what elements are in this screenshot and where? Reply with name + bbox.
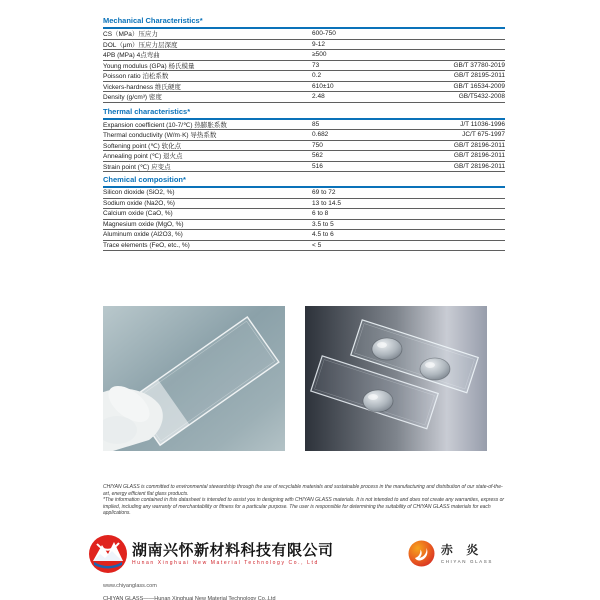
page-content [103, 16, 505, 600]
table-row [103, 120, 505, 131]
cell-value: 4.5 to 6 [312, 231, 334, 239]
footer-links [103, 583, 505, 600]
company-name-cn: 湖南兴怀新材料科技有限公司 [132, 541, 334, 559]
cell-label: Density (g/cm³) 密度 [103, 94, 162, 102]
cell-standard: GB/T 37780-2019 [453, 61, 505, 69]
table-row [103, 151, 505, 162]
cell-standard: GB/T 28196-2011 [453, 141, 505, 149]
cell-value: 0.2 [312, 72, 322, 80]
table-row [103, 82, 505, 93]
disclaimer-paragraph-2: *The information contained in this datasheet is intended to assist you in designing with CHIYAN GLASS materials. It is not intended to and does not create any warranties, express or implied, including any warranty of merchantability or fitness for a particular purpose. The user is responsible for determining the suitability of CHIYAN GLASS materials for each applications. [103, 497, 505, 517]
cell-label: CS（MPa）压应力 [103, 31, 158, 39]
disclaimer-paragraph-1: CHIYAN GLASS is committed to environmental stewardship through the use of recyclable materials and sustainable process in the manufacturing and distribution of our state-of-the-art, energy efficient flat glass products. [103, 484, 503, 497]
cell-label: 4PB (MPa) 4点弯曲 [103, 52, 160, 60]
cell-label: Young modulus (GPa) 杨氏模量 [103, 62, 195, 70]
cell-value: 13 to 14.5 [312, 199, 341, 207]
table-chemical [103, 186, 505, 251]
section-title-thermal: Thermal characteristics* [103, 106, 191, 116]
cell-label: Vickers-hardness 维氏硬度 [103, 83, 181, 91]
cell-value: 516 [312, 162, 323, 170]
product-photos [103, 306, 505, 451]
cell-value: 750 [312, 141, 323, 149]
cell-label: Softening point (℃) 软化点 [103, 142, 182, 150]
cell-value: 610±10 [312, 82, 334, 90]
cell-label: Magnesium oxide (MgO, %) [103, 220, 184, 228]
company-name-en: Hunan Xinghuai New Material Technology Co., Ltd [132, 559, 319, 566]
glass-slide-hand-image [103, 306, 285, 451]
cell-value: 69 to 72 [312, 189, 336, 197]
table-row [103, 92, 505, 103]
cell-label: Annealing point (℃) 退火点 [103, 153, 183, 161]
table-row [103, 40, 505, 51]
cell-value: ≥500 [312, 51, 327, 59]
website-link[interactable]: www.chiyanglass.com [103, 582, 157, 589]
slides-droplets-image [305, 306, 487, 451]
cell-value: 73 [312, 61, 320, 69]
section-mechanical [103, 16, 505, 103]
cell-label: Strain point (℃) 应变点 [103, 163, 171, 171]
section-title-chemical: Chemical composition* [103, 175, 186, 184]
table-row [103, 188, 505, 199]
section-chemical [103, 175, 505, 251]
brand-name-en: CHIYAN GLASS [440, 558, 493, 564]
company-logo-block [88, 534, 334, 574]
footer-company-line: CHIYAN GLASS——Hunan Xinghuai New Material Technology Co.,Ltd [103, 595, 276, 600]
cell-standard: GB/T 28196-2011 [453, 152, 505, 160]
cell-label: Silicon dioxide (SiO2, %) [103, 189, 175, 197]
section-title-mechanical: Mechanical Characteristics* [103, 16, 203, 25]
table-row [103, 162, 505, 173]
cell-standard: JC/T 675-1997 [462, 131, 505, 139]
table-row [103, 199, 505, 210]
cell-value: 600-750 [312, 30, 336, 38]
xinghuai-mountain-logo-icon [88, 534, 128, 574]
legal-disclaimer [103, 484, 505, 517]
brand-row [88, 534, 505, 574]
chiyan-names [441, 544, 493, 564]
cell-standard: GB/T 16534-2009 [453, 82, 505, 90]
cell-value: 9-12 [312, 40, 326, 48]
table-row [103, 230, 505, 241]
table-row [103, 209, 505, 220]
cell-value: 0.682 [312, 131, 329, 139]
cell-value: 6 to 8 [312, 210, 329, 218]
table-row [103, 61, 505, 72]
table-row [103, 50, 505, 61]
table-row [103, 130, 505, 141]
cell-value: 3.5 to 5 [312, 220, 334, 228]
cell-standard: GB/T5432-2008 [458, 93, 505, 101]
cell-value: 562 [312, 152, 323, 160]
cell-value: 2.48 [312, 93, 325, 101]
table-row [103, 141, 505, 152]
cell-label: Expansion coefficient (10-7/℃) 热膨胀系数 [103, 121, 227, 129]
cell-standard: GB/T 28195-2011 [453, 72, 505, 80]
table-thermal [103, 118, 505, 173]
chiyan-brand-block [408, 540, 493, 567]
company-names [132, 542, 334, 566]
table-row [103, 71, 505, 82]
table-row [103, 29, 505, 40]
table-mechanical [103, 27, 505, 103]
cell-value: < 5 [312, 241, 322, 249]
table-row [103, 220, 505, 231]
cell-label: Sodium oxide (Na2O, %) [103, 199, 175, 207]
cell-standard: GB/T 28196-2011 [453, 162, 505, 170]
section-thermal [103, 107, 505, 173]
cell-label: Thermal conductivity (W/m·K) 导热系数 [103, 132, 217, 140]
cell-label: Trace elements (FeO, etc., %) [103, 241, 190, 249]
cell-label: Aluminum oxide (Al2O3, %) [103, 231, 183, 239]
cell-label: DOL（μm）压应力层深度 [103, 41, 178, 49]
cell-standard: J/T 11036-1996 [460, 120, 505, 128]
cell-label: Calcium oxide (CaO, %) [103, 210, 173, 218]
chiyan-flame-logo-icon [408, 540, 435, 567]
cell-value: 85 [312, 120, 320, 128]
photo-slides-droplets [305, 306, 487, 451]
cell-label: Poisson ratio 泊松系数 [103, 73, 169, 81]
brand-name-cn: 赤 炎 [440, 542, 484, 557]
table-row [103, 241, 505, 252]
photo-glass-slide-hand [103, 306, 285, 451]
